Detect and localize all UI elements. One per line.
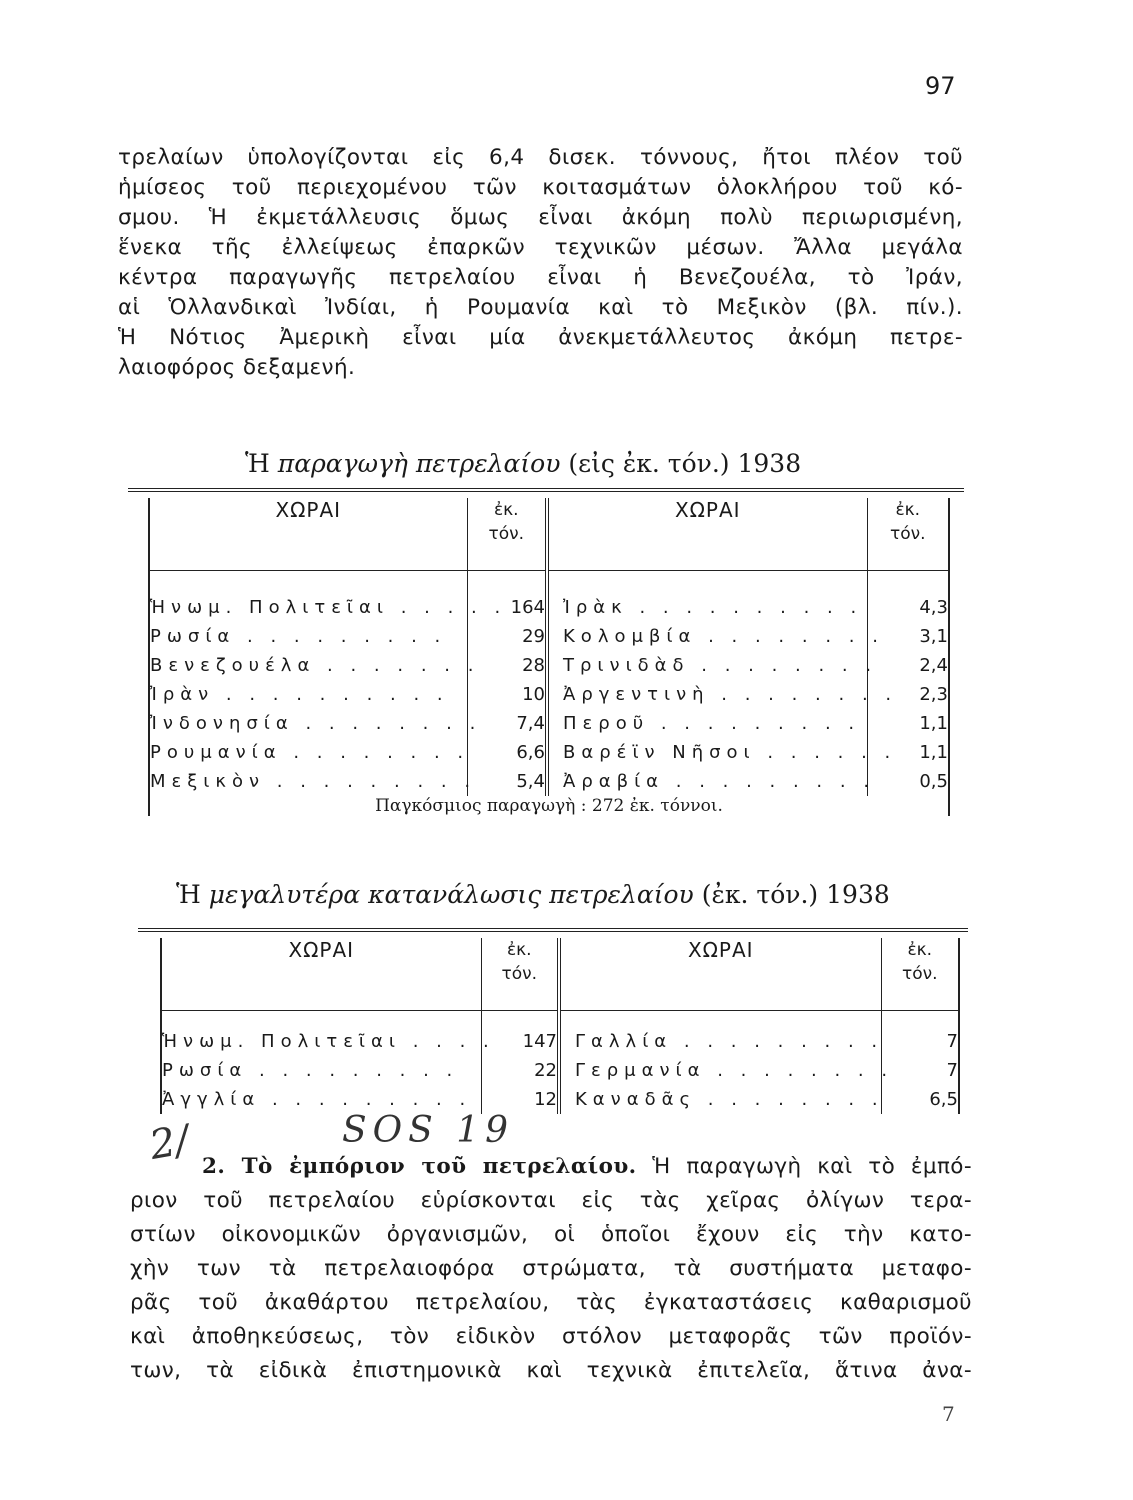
table-row: Ἀραβία . . . . . . . . . bbox=[563, 771, 876, 792]
table-cell-value: 1,1 bbox=[919, 742, 948, 763]
section2-line: χὴν των τὰ πετρελαιοφόρα στρώματα, τὰ συστήματα μεταφο- bbox=[130, 1256, 972, 1281]
handwritten-margin-note: 2/ bbox=[146, 1116, 193, 1170]
table-cell-value: 7 bbox=[946, 1060, 958, 1081]
table-row: Ρωσία . . . . . . . . . bbox=[162, 1060, 459, 1081]
section2-heading: 2. Τὸ ἐμπόριον τοῦ πετρελαίου. bbox=[202, 1154, 637, 1179]
table-cell-value: 28 bbox=[522, 655, 545, 676]
table-row: Περοῦ . . . . . . . . . bbox=[563, 713, 861, 734]
table-cell-value: 29 bbox=[522, 626, 545, 647]
table-cell-value: 7,4 bbox=[516, 713, 545, 734]
table-row: Μεξικὸν . . . . . . . . . bbox=[150, 771, 477, 792]
table-row: Ἀγγλία . . . . . . . . . bbox=[162, 1089, 472, 1110]
table-cell-value: 6,5 bbox=[929, 1089, 958, 1110]
intro-line: ἕνεκα τῆς ἐλλείψεως ἐπαρκῶν τεχνικῶν μέσων. Ἄλλα μεγάλα bbox=[118, 235, 963, 260]
table-row: Βενεζουέλα . . . . . . . bbox=[150, 655, 480, 676]
intro-line: αἱ Ὁλλανδικαὶ Ἰνδίαι, ἡ Ρουμανία καὶ τὸ Μεξικὸν (βλ. πίν.). bbox=[118, 295, 963, 320]
production-table-top-rule bbox=[128, 488, 964, 492]
consumption-title-plain: Ἡ bbox=[176, 880, 201, 909]
footer-number: 7 bbox=[942, 1402, 955, 1426]
section2-first-line-text: Ἡ παραγωγὴ καὶ τὸ ἐμπό- bbox=[652, 1154, 973, 1179]
unit-line-2: τόν. bbox=[501, 964, 538, 984]
table-cell-value: 4,3 bbox=[919, 597, 948, 618]
table-row: Κολομβία . . . . . . . . bbox=[563, 626, 884, 647]
unit-line-2: τόν. bbox=[488, 524, 525, 544]
production-title-rest: (εἰς ἐκ. τόν.) 1938 bbox=[568, 449, 802, 478]
consumption-table-title bbox=[176, 880, 890, 909]
production-table bbox=[148, 498, 950, 816]
consumption-col-unit-right bbox=[881, 938, 959, 1011]
table-row: Ἰρὰκ . . . . . . . . . . bbox=[563, 597, 863, 618]
table-row: Ρωσία . . . . . . . . . bbox=[150, 626, 447, 647]
section2-line: καὶ ἀποθηκεύσεως, τὸν εἰδικὸν στόλον μεταφορᾶς τῶν προϊόν- bbox=[130, 1324, 972, 1349]
unit-line-1: ἐκ. bbox=[907, 940, 933, 960]
production-col-unit-left bbox=[467, 498, 547, 571]
production-title-plain: Ἡ bbox=[245, 449, 270, 478]
section2-line: ρᾶς τοῦ ἀκαθάρτου πετρελαίου, τὰς ἐγκαταστάσεις καθαρισμοῦ bbox=[130, 1290, 972, 1315]
table-row: Ρουμανία . . . . . . . . bbox=[150, 742, 470, 763]
table-row: Ἰρὰν . . . . . . . . . . bbox=[150, 684, 449, 705]
section2-first-line bbox=[130, 1150, 972, 1184]
table-cell-value: 1,1 bbox=[919, 713, 948, 734]
production-title-italic: παραγωγὴ πετρελαίου bbox=[277, 449, 561, 478]
table-cell-value: 5,4 bbox=[516, 771, 545, 792]
consumption-title-italic: μεγαλυτέρα κατανάλωσις πετρελαίου bbox=[208, 880, 694, 909]
consumption-right-names bbox=[559, 1011, 894, 1115]
section2-line: ριον τοῦ πετρελαίου εὑρίσκονται εἰς τὰς χεῖρας ὀλίγων τερα- bbox=[130, 1188, 972, 1213]
table-cell-value: 3,1 bbox=[919, 626, 948, 647]
table-row: Ἡνωμ. Πολιτεῖαι . . . . . bbox=[150, 597, 507, 618]
production-col-country-left: ΧΩΡΑΙ bbox=[149, 498, 467, 571]
section2-paragraph bbox=[130, 1150, 972, 1388]
intro-line: σμου. Ἡ ἐκμετάλλευσις ὅμως εἶναι ἀκόμη πολὺ περιωρισμένη, bbox=[118, 205, 963, 230]
unit-line-1: ἐκ. bbox=[493, 500, 519, 520]
table-cell-value: 7 bbox=[946, 1031, 958, 1052]
intro-line: τρελαίων ὑπολογίζονται εἰς 6,4 δισεκ. τόννους, ἤτοι πλέον τοῦ bbox=[118, 145, 963, 170]
intro-line: κέντρα παραγωγῆς πετρελαίου εἶναι ἡ Βενεζουέλα, τὸ Ἰράν, bbox=[118, 265, 963, 290]
page-number: 97 bbox=[925, 72, 956, 100]
table-cell-value: 164 bbox=[510, 597, 545, 618]
production-col-unit-right bbox=[867, 498, 949, 571]
consumption-table-top-rule bbox=[138, 928, 968, 932]
consumption-col-unit-left bbox=[481, 938, 559, 1011]
intro-line: λαιοφόρος δεξαμενή. bbox=[118, 355, 356, 380]
table-row: Γερμανία . . . . . . . . bbox=[575, 1060, 894, 1081]
production-body-row bbox=[149, 571, 949, 797]
consumption-table bbox=[160, 938, 960, 1114]
consumption-body-row bbox=[161, 1011, 959, 1115]
table-cell-value: 147 bbox=[522, 1031, 557, 1052]
intro-line: ἡμίσεος τοῦ περιεχομένου τῶν κοιτασμάτων ὁλοκλήρου τοῦ κό- bbox=[118, 175, 963, 200]
table-row: Ἰνδονησία . . . . . . . . bbox=[150, 713, 482, 734]
unit-line-2: τόν. bbox=[889, 524, 926, 544]
table-cell-value: 12 bbox=[534, 1089, 557, 1110]
production-table-title bbox=[245, 449, 801, 478]
table-cell-value: 6,6 bbox=[516, 742, 545, 763]
unit-line-1: ἐκ. bbox=[895, 500, 921, 520]
consumption-col-country-right: ΧΩΡΑΙ bbox=[559, 938, 881, 1011]
production-right-names bbox=[547, 571, 898, 797]
unit-line-1: ἐκ. bbox=[506, 940, 532, 960]
consumption-left-names bbox=[161, 1011, 495, 1115]
consumption-left-values bbox=[481, 1011, 559, 1115]
table-row: Βαρέϊν Νῆσοι . . . . . . bbox=[563, 742, 897, 763]
table-row: Ἡνωμ. Πολιτεῖαι . . . . bbox=[162, 1031, 495, 1052]
table-cell-value: 0,5 bbox=[919, 771, 948, 792]
section2-line: των, τὰ εἰδικὰ ἐπιστημονικὰ καὶ τεχνικὰ ἐπιτελεῖα, ἅτινα ἀνα- bbox=[130, 1358, 972, 1383]
unit-line-2: τόν. bbox=[901, 964, 938, 984]
production-col-country-right: ΧΩΡΑΙ bbox=[547, 498, 867, 571]
handwritten-sos-note: SOS 19 bbox=[342, 1110, 515, 1151]
table-row: Καναδᾶς . . . . . . . . bbox=[575, 1089, 884, 1110]
intro-paragraph bbox=[118, 143, 963, 383]
production-left-names bbox=[149, 571, 507, 797]
table-cell-value: 22 bbox=[534, 1060, 557, 1081]
table-row: Τρινιδὰδ . . . . . . . . bbox=[563, 655, 878, 676]
production-total: Παγκόσμιος παραγωγὴ : 272 ἐκ. τόννοι. bbox=[149, 796, 949, 816]
table-cell-value: 2,3 bbox=[919, 684, 948, 705]
table-row: Γαλλία . . . . . . . . . bbox=[575, 1031, 884, 1052]
table-cell-value: 10 bbox=[522, 684, 545, 705]
intro-line: Ἡ Νότιος Ἀμερικὴ εἶναι μία ἀνεκμετάλλευτος ἀκόμη πετρε- bbox=[118, 325, 963, 350]
consumption-title-rest: (ἐκ. τόν.) 1938 bbox=[701, 880, 890, 909]
consumption-col-country-left: ΧΩΡΑΙ bbox=[161, 938, 481, 1011]
table-row: Ἀργεντινὴ . . . . . . . . bbox=[563, 684, 898, 705]
section2-line: στίων οἰκονομικῶν ὀργανισμῶν, οἱ ὁποῖοι ἔχουν εἰς τὴν κατο- bbox=[130, 1222, 972, 1247]
table-cell-value: 2,4 bbox=[919, 655, 948, 676]
